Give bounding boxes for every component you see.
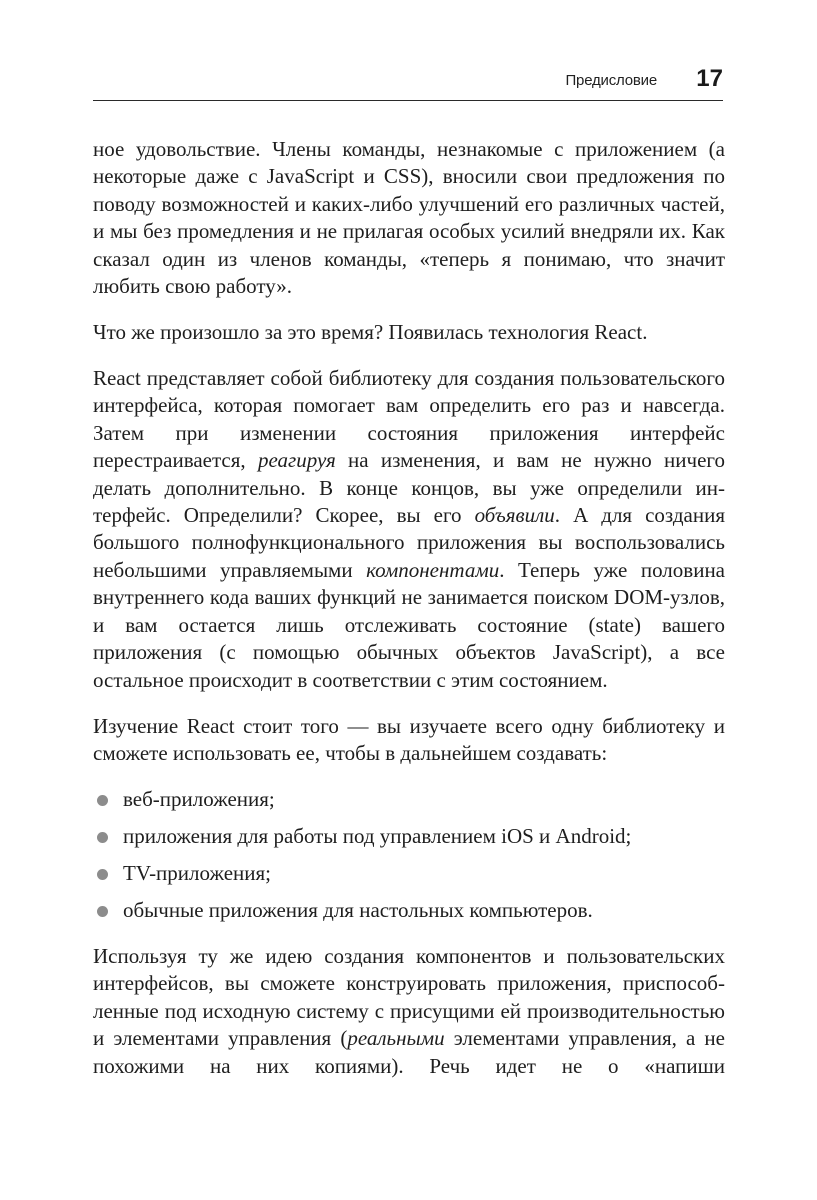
- bullet-text: обычные приложения для настольных компьютеров.: [123, 897, 593, 922]
- bullet-text: TV-приложения;: [123, 860, 272, 885]
- paragraph-5: [93, 943, 725, 1080]
- bullet-text: веб-приложения;: [123, 786, 275, 811]
- paragraph-3: [93, 365, 725, 694]
- paragraph-3-text: React представляет собой библиотеку для создания пользовательского интерфейса, которая помогает вам определить его раз и навсегда. Затем при изменении состояния приложения интерфейс перестраивается,: [93, 366, 725, 473]
- emphasis-components: компонентами: [366, 557, 500, 582]
- paragraph-5-text: Используя ту же идею создания компонентов и пользовательских интерфейсов, вы сможете конструировать приложения, приспособленные под исходную систему с присущими ей производительностью и элементами управления (: [93, 943, 725, 1051]
- bullet-dot-icon: [97, 795, 108, 806]
- paragraph-2: Что же произошло за это время? Появилась технология React.: [93, 320, 648, 345]
- bullet-dot-icon: [97, 832, 108, 843]
- body-text: [93, 136, 725, 1099]
- bullet-dot-icon: [97, 906, 108, 917]
- paragraph-3-text: . Теперь уже половина внутреннего кода ваших функций не занимается поиском DOM-узлов, и вам остается лишь отслеживать состояние (state) вашего приложения (с помощью обычных объектов JavaScript), а все остальное происходит в соответствии с этим состоянием.: [93, 557, 726, 692]
- emphasis-real: реальными: [347, 1026, 445, 1051]
- paragraph-3-text: на изменения, и вам не нужно ничего делать дополнительно. В конце концов, вы уже определили интерфейс. Определили? Скорее, вы его: [93, 448, 725, 528]
- paragraph-1: ное удовольствие. Члены команды, незнакомые с приложением (а некоторые даже с JavaScript и CSS), вносили свои предложения по поводу возможностей и каких-либо улучшений его различных частей, и мы без промедления и не прилагая особых усилий внедряли их. Как сказал один из членов команды, «теперь я понимаю, что значит любить свою работу».: [93, 137, 725, 299]
- bullet-item: [93, 823, 725, 850]
- bullet-dot-icon: [97, 869, 108, 880]
- running-header: [93, 62, 723, 101]
- bullet-item: [93, 860, 725, 887]
- paragraph-4: Изучение React стоит того — вы изучаете всего одну библиотеку и сможете использовать ее, чтобы в дальнейшем создавать:: [93, 713, 725, 765]
- bullet-item: [93, 897, 725, 924]
- emphasis-declared: объявили: [474, 503, 555, 528]
- paragraph-3-text: . А для создания большого полнофункционального приложения вы воспользовались небольшими управляемыми: [93, 503, 725, 582]
- bullet-item: [93, 786, 725, 813]
- paragraph-5-text: элементами управления, а не похожими на них копиями). Речь идет не о «напиши: [93, 1026, 725, 1078]
- emphasis-reacting: реагируя: [257, 448, 336, 473]
- bullet-text: приложения для работы под управлением iOS и Android;: [123, 823, 632, 848]
- page-number: 17: [696, 65, 723, 92]
- section-title: Предисловие: [565, 72, 657, 89]
- bullet-list: [93, 786, 725, 924]
